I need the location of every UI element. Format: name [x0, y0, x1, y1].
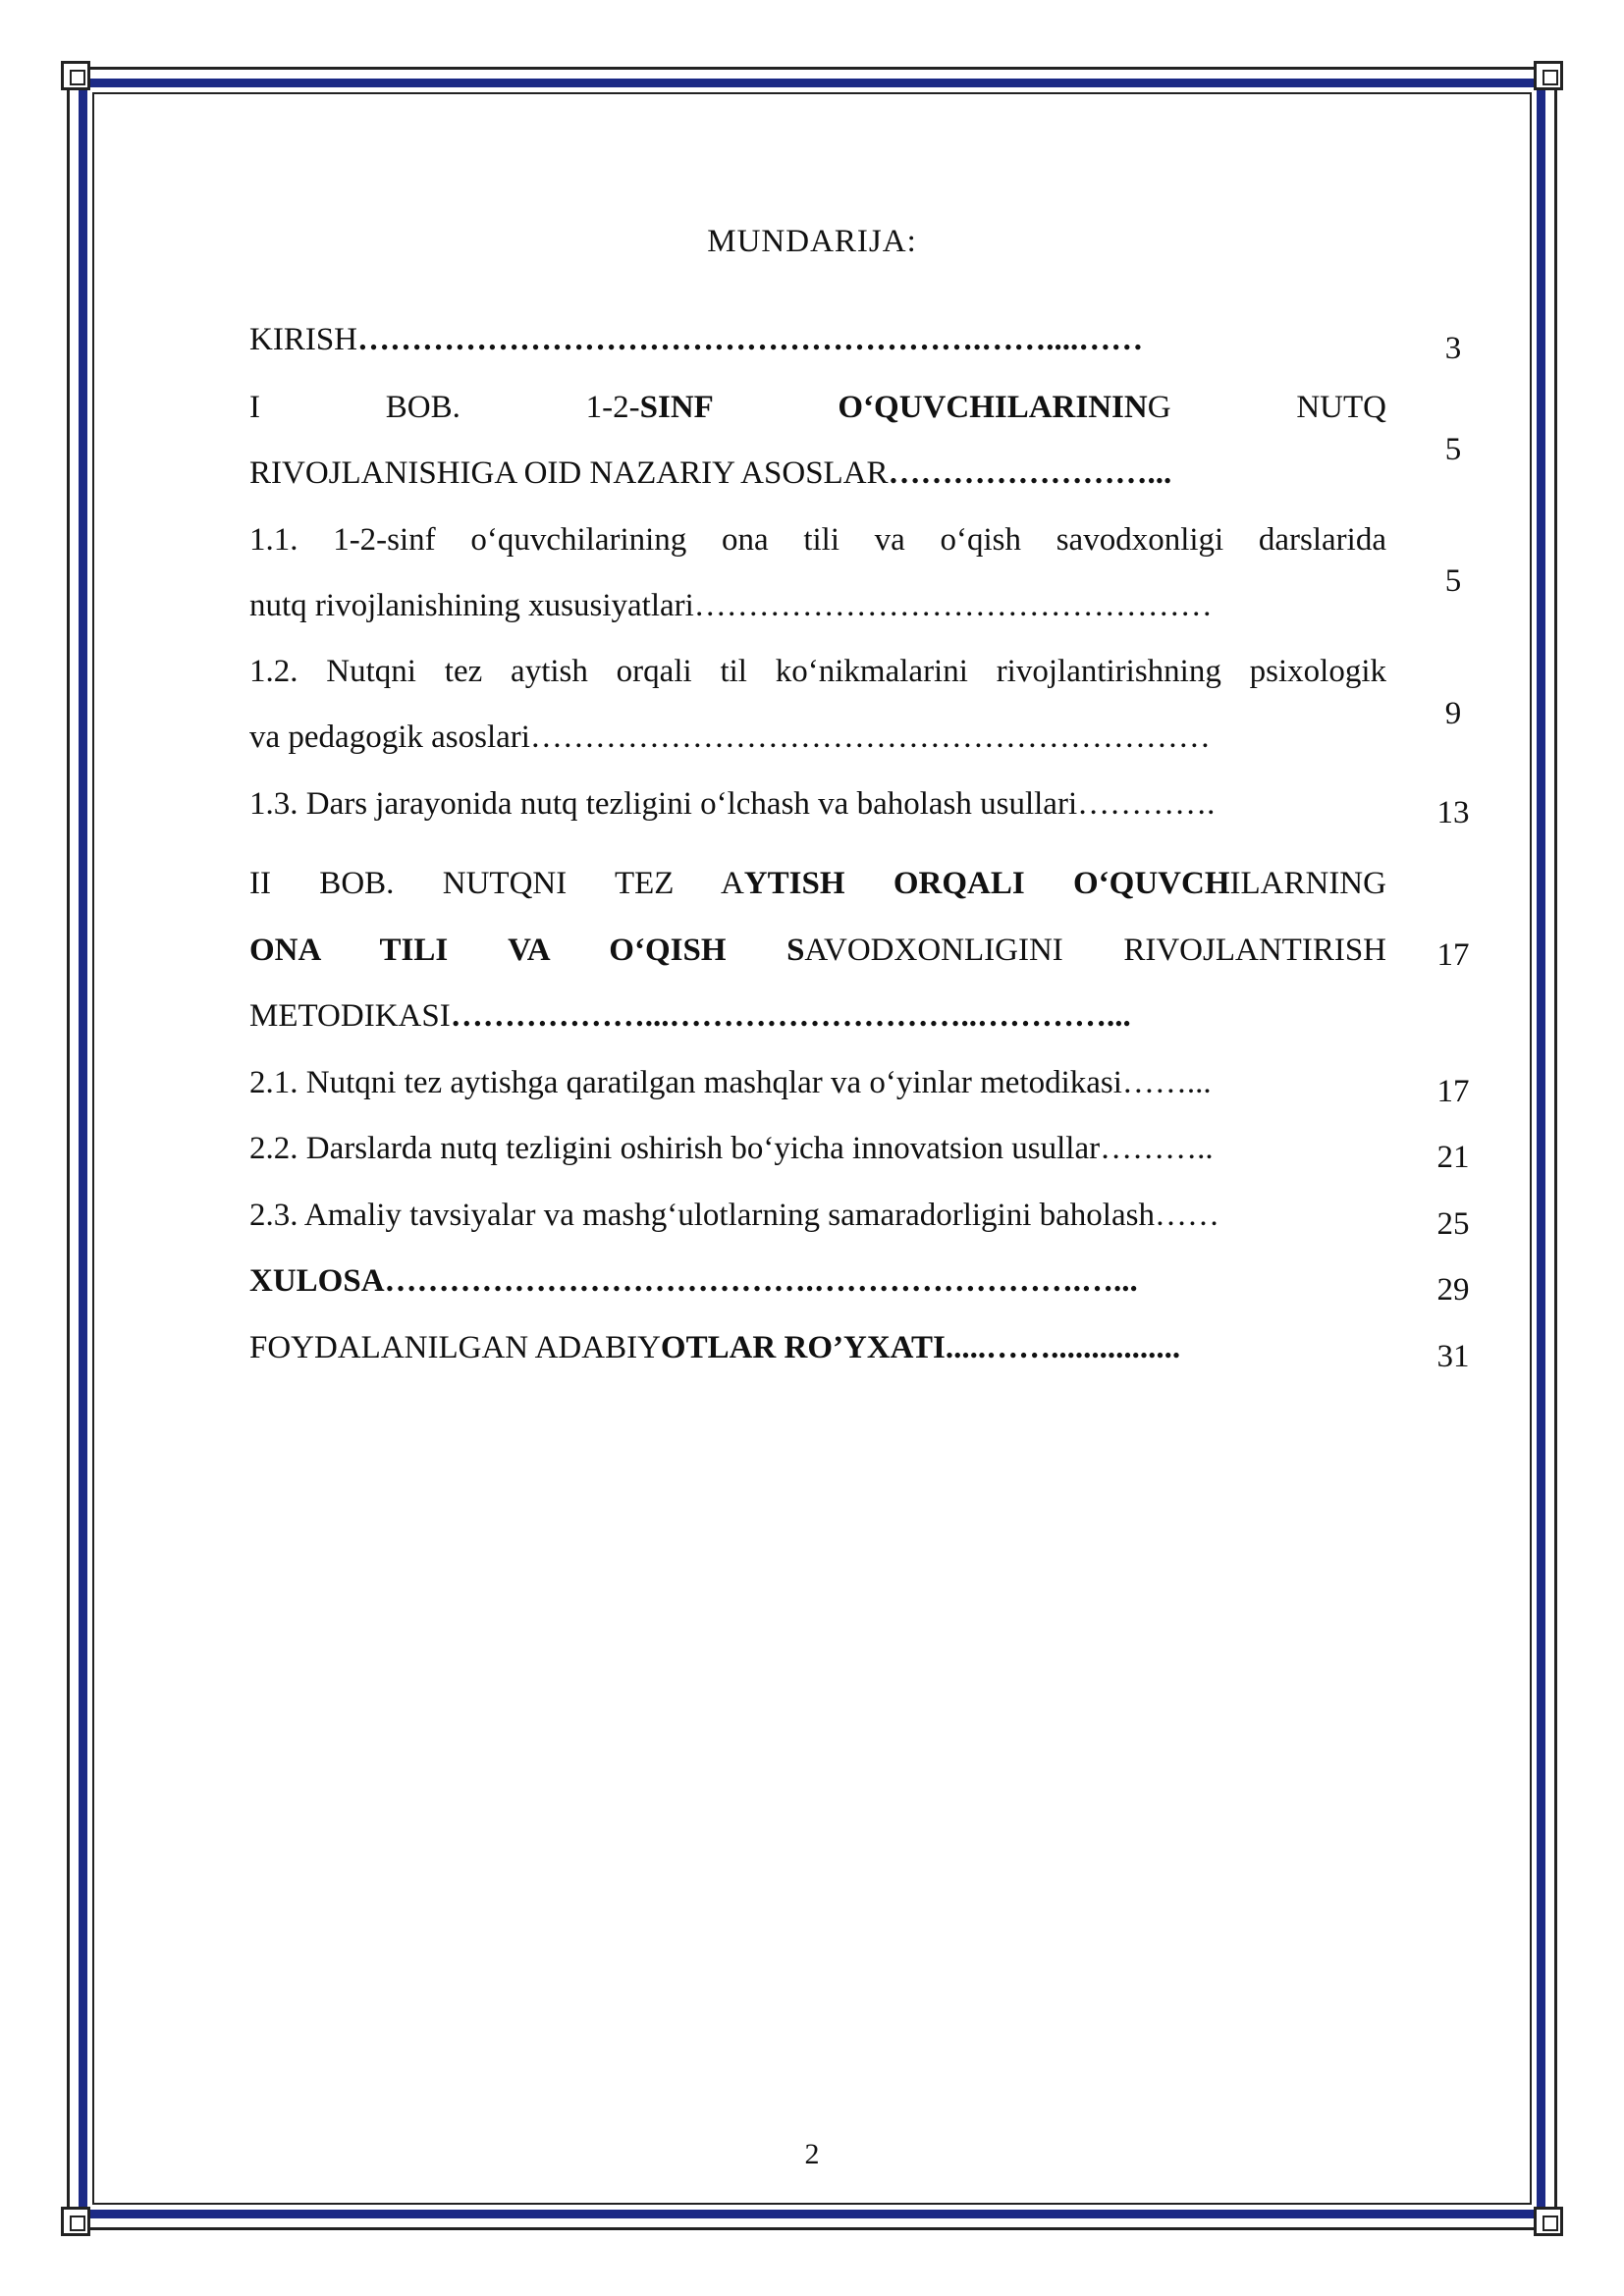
toc-entry-text: 1.3. Dars jarayonida nutq tezligini o‘lchash va baholash usullari…………. — [249, 786, 1216, 822]
toc-entry-text: ONA TILI VA O‘QISH S — [249, 933, 805, 968]
border-corner-ornament — [61, 2207, 90, 2236]
toc-entry-text: OTLAR RO’YXATI.....……................ — [660, 1330, 1181, 1365]
border-corner-ornament — [1534, 2207, 1563, 2236]
toc-page-number: 17 — [1436, 937, 1470, 973]
toc-entry-text: I BOB. 1-2- — [249, 390, 640, 425]
toc-entry-text: AVODXONLIGINI RIVOJLANTIRISH — [804, 933, 1386, 968]
toc-entry-text: SINF O‘QUVCHILARININ — [639, 390, 1148, 425]
border-corner-ornament — [61, 61, 90, 90]
toc-page-number: 31 — [1436, 1339, 1470, 1374]
toc-entry-line — [249, 1261, 1386, 1301]
toc-title: MUNDARIJA: — [707, 224, 917, 259]
toc-entry-text: METODIKASI — [249, 998, 451, 1034]
toc-entry-line — [249, 1196, 1386, 1235]
toc-entry-line — [249, 718, 1386, 757]
toc-page-number: 5 — [1444, 563, 1462, 599]
toc-entry-text: ………………...………………………..…………... — [450, 998, 1131, 1034]
toc-page-number: 29 — [1436, 1272, 1470, 1308]
toc-entry-text: XULOSA — [249, 1263, 385, 1299]
toc-page-number: 5 — [1444, 432, 1462, 467]
toc-page-number: 17 — [1436, 1074, 1470, 1109]
toc-page-number: 25 — [1436, 1206, 1470, 1242]
toc-entry-line — [249, 586, 1386, 625]
border-corner-ornament — [1534, 61, 1563, 90]
toc-entry-text: ILARNING — [1229, 866, 1386, 901]
toc-entry-line — [249, 1328, 1386, 1367]
toc-entry-text: va pedagogik asoslari……………………………………………………… — [249, 720, 1211, 755]
toc-entry-line — [249, 996, 1386, 1036]
toc-entry-line — [249, 388, 1386, 427]
toc-entry-text: KIRISH — [249, 322, 358, 357]
toc-entry-line — [249, 454, 1386, 493]
toc-entry-line — [249, 1129, 1386, 1168]
toc-page-number: 13 — [1436, 795, 1470, 830]
toc-page-number: 21 — [1436, 1140, 1470, 1175]
toc-entry-line — [249, 652, 1386, 691]
toc-entry-text: RIVOJLANISHIGA OID NAZARIY ASOSLAR — [249, 455, 889, 491]
toc-entry-text: ……………………... — [888, 455, 1172, 491]
toc-entry-text: 2.3. Amaliy tavsiyalar va mashg‘ulotlarning samaradorligini baholash…… — [249, 1198, 1219, 1233]
toc-entry-text: G NUTQ — [1147, 390, 1386, 425]
toc-entry-line — [249, 784, 1386, 824]
toc-entry-text: 1.2. Nutqni tez aytish orqali til ko‘nikmalarini rivojlantirishning psixologik — [249, 654, 1386, 689]
toc-entry-line — [249, 931, 1386, 970]
toc-page-number: 3 — [1444, 331, 1462, 366]
toc-entry-text: ………………………………….…………………….…... — [384, 1263, 1138, 1299]
toc-entry-line — [249, 320, 1386, 359]
page-number: 2 — [804, 2138, 820, 2170]
toc-entry-text: 2.2. Darslarda nutq tezligini oshirish bo‘yicha innovatsion usullar……….. — [249, 1131, 1214, 1166]
toc-entry-line — [249, 1063, 1386, 1102]
toc-entry-text: 2.1. Nutqni tez aytishga qaratilgan mashqlar va o‘yinlar metodikasi……... — [249, 1065, 1212, 1100]
toc-entry-text: II BOB. NUTQNI TEZ A — [249, 866, 744, 901]
toc-entry-text: ………………………………………………….……....…… — [357, 322, 1144, 357]
toc-entry-line — [249, 864, 1386, 903]
toc-entry-text: 1.1. 1-2-sinf o‘quvchilarining ona tili va o‘qish savodxonligi darslarida — [249, 522, 1386, 558]
toc-entry-text: nutq rivojlanishining xususiyatlari………………………………………… — [249, 588, 1213, 623]
toc-entry-line — [249, 520, 1386, 560]
toc-entry-text: YTISH ORQALI O‘QUVCH — [743, 866, 1230, 901]
toc-page-number: 9 — [1444, 696, 1462, 731]
toc-entry-text: FOYDALANILGAN ADABIY — [249, 1330, 661, 1365]
